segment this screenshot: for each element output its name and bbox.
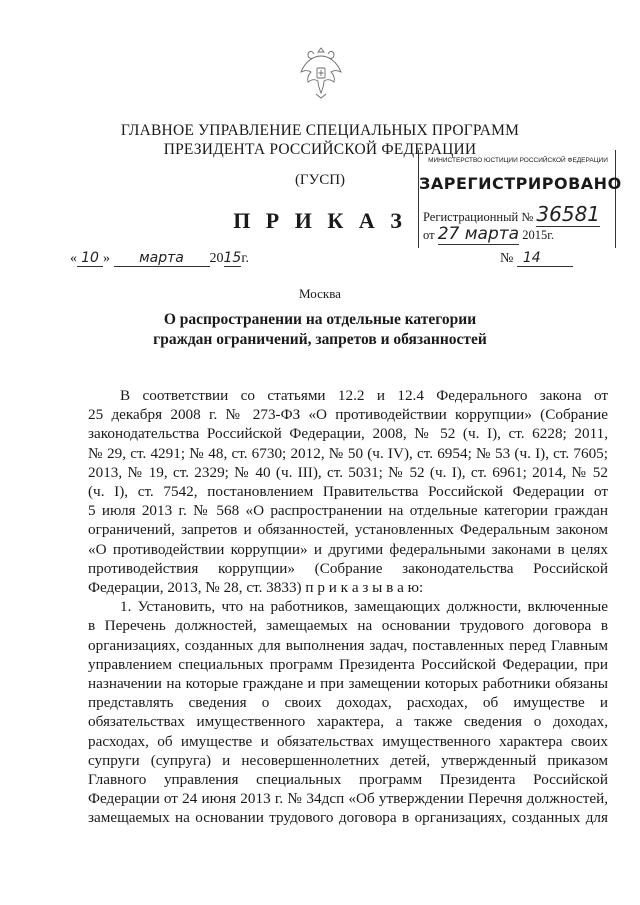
document-type-heading: П Р И К А З <box>233 208 407 233</box>
emblem-icon <box>296 44 346 100</box>
body-line: Главного управления специальных программ Президента Российской <box>88 771 608 789</box>
order-body <box>88 386 608 828</box>
body-line: В соответствии со статьями 12.2 и 12.4 Федерального закона от <box>120 387 608 404</box>
body-line: 1. Установить, что на работников, замещающих должности, включенные <box>120 598 608 616</box>
registration-stamp <box>418 150 622 248</box>
body-line: (ч. I), ст. 7542, постановлением Правительства Российской Федерации от <box>88 483 608 501</box>
body-line: супруги (супруга) и несовершеннолетних детей, утвержденный приказом <box>88 751 608 769</box>
stamp-year: 2015г. <box>522 228 555 242</box>
body-line: 2013, № 19, ст. 2329; № 40 (ч. III), ст. 5031; № 52 (ч. I), ст. 6961; 2014, № 52 <box>88 463 608 481</box>
order-number-label: № <box>500 251 514 266</box>
org-abbreviation: (ГУСП) <box>294 172 346 188</box>
date-close-quote: » <box>103 251 110 266</box>
order-title <box>0 310 640 350</box>
stamp-date-line <box>423 224 554 245</box>
body-line: управлением специальных программ Президента Российской Федерации, при <box>88 655 608 673</box>
date-suffix: г. <box>241 251 249 266</box>
body-line: законодательства Российской Федерации, 2008, № 52 (ч. I), ст. 6228; 2011, <box>88 425 608 443</box>
body-line: Федерации от 24 июня 2013 г. № 34дсп «Об утверждении Перечня должностей, <box>88 790 608 808</box>
order-title-line1: О распространении на отдельные категории <box>163 311 477 328</box>
paragraph-preamble <box>88 386 608 597</box>
order-number-value: 14 <box>517 250 573 267</box>
body-line: противодействия коррупции» (Собрание законодательства Российской <box>88 559 608 577</box>
body-line: «О противодействии коррупции» и другими федеральными законами в целях <box>88 540 608 558</box>
org-name-line2: ПРЕЗИДЕНТА РОССИЙСКОЙ ФЕДЕРАЦИИ <box>163 141 477 158</box>
date-month: марта <box>114 250 210 267</box>
order-number <box>500 250 573 267</box>
date-year: 15 <box>223 250 242 266</box>
body-line: ограничений, запретов и обязанностей, установленных Федеральным законом <box>88 521 608 539</box>
body-line: 25 декабря 2008 г. № 273-ФЗ «О противодействии коррупции» (Собрание <box>88 406 608 424</box>
paragraph-item-1 <box>88 597 608 827</box>
body-line: расходах, об имуществе и обязательствах имущественного характера своих <box>88 732 608 750</box>
stamp-reg-number: 36581 <box>536 202 601 226</box>
body-line: в Перечень должностей, замещаемых на основании трудового договора в <box>88 617 608 635</box>
org-name-line1: ГЛАВНОЕ УПРАВЛЕНИЕ СПЕЦИАЛЬНЫХ ПРОГРАММ <box>120 122 520 139</box>
date-century: 20 <box>209 251 224 266</box>
body-line: организациях, созданных для выполнения задач, поставленных перед Главным <box>88 636 608 654</box>
body-line: № 29, ст. 4291; № 48, ст. 6730; 2012, № 50 (ч. IV), ст. 6954; № 53 (ч. I), ст. 7605; <box>88 444 608 462</box>
order-title-line2: граждан ограничений, запретов и обязанностей <box>153 331 487 348</box>
city: Москва <box>299 286 341 301</box>
stamp-ministry: МИНИСТЕРСТВО ЮСТИЦИИ РОССИЙСКОЙ ФЕДЕРАЦИИ <box>428 157 608 164</box>
body-line: назначении на которые граждане и при замещении которых работники обязаны <box>88 675 608 693</box>
body-line: обязательствах имущественного характера, а также сведения о доходах, <box>88 713 608 731</box>
body-line: замещаемых на основании трудового договора в организациях, созданных для <box>88 809 608 827</box>
body-line: представлять сведения о своих доходах, расходах, об имуществе и <box>88 694 608 712</box>
stamp-date-prefix: от <box>423 228 435 242</box>
stamp-reg-label: Регистрационный № <box>423 210 534 224</box>
date-open-quote: « <box>70 251 77 266</box>
stamp-date-handwritten: 27 марта <box>437 224 520 244</box>
body-line: 5 июля 2013 г. № 568 «О распространении на отдельные категории граждан <box>88 502 608 520</box>
order-date <box>70 250 249 267</box>
date-day: 10 <box>77 250 103 267</box>
body-line: Федерации, 2013, № 28, ст. 3833) п р и к а з ы в а ю: <box>88 579 424 597</box>
stamp-status: ЗАРЕГИСТРИРОВАНО <box>419 174 622 193</box>
